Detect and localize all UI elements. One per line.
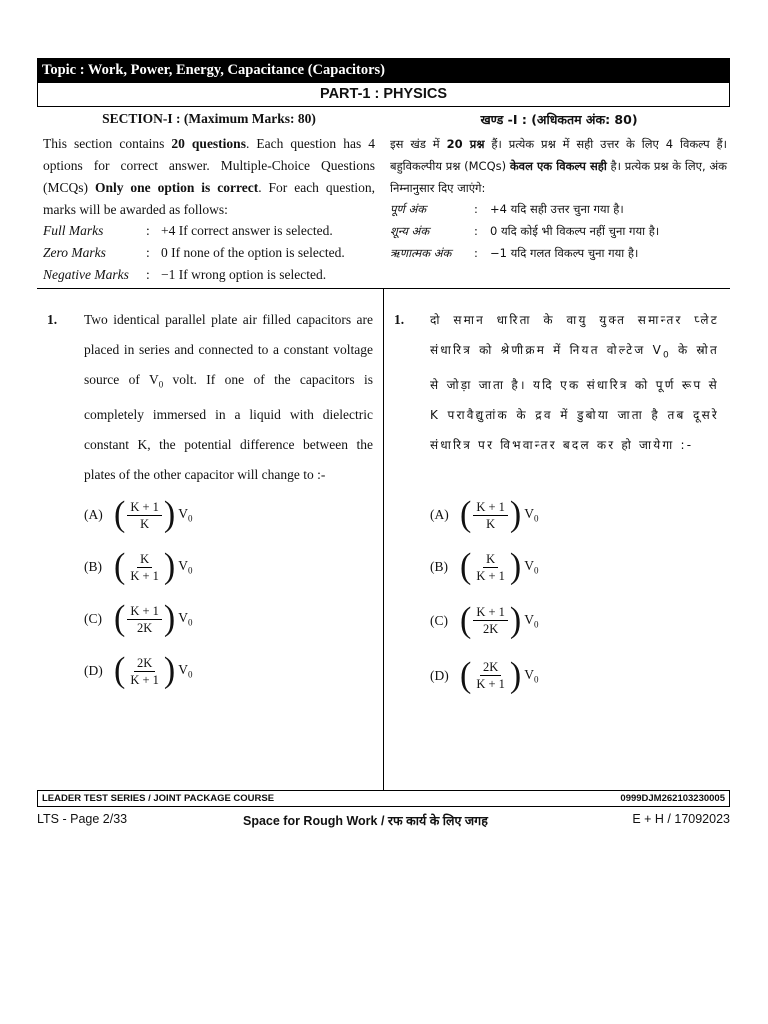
fraction [127, 551, 162, 584]
instructions-en-text: . Each question has 4 options for correct answer. Multiple-Choice Questions (MCQs) [43, 136, 375, 195]
language-date: E + H / 17092023 [632, 812, 730, 826]
instructions-hi [390, 133, 727, 199]
right-paren: ) [509, 600, 522, 640]
right-paren: ) [163, 651, 176, 690]
options-en [84, 489, 192, 697]
voltage-letter: V [524, 558, 534, 574]
fraction [127, 655, 162, 688]
voltage-letter: V [524, 666, 534, 682]
question-text-en [84, 305, 373, 490]
instructions-en [43, 133, 375, 221]
marks-label: ऋणात्मक अंक [390, 246, 452, 260]
instructions-en-bold: Only one option is correct [94, 180, 259, 195]
marks-list-en [43, 220, 378, 286]
voltage-sub: 0 [533, 619, 539, 630]
marks-sep: : [146, 245, 150, 260]
question-text-part: Two identical parallel plate air filled capacitors are placed in series and connected to a constant voltage source of V [84, 312, 373, 387]
voltage-sub: 0 [533, 674, 539, 685]
voltage-symbol [178, 610, 192, 628]
footer-bar [37, 790, 730, 807]
voltage-letter: V [178, 662, 188, 678]
denominator: 2K [482, 622, 499, 636]
section-heading-en: SECTION-I : (Maximum Marks: 80) [102, 111, 316, 126]
right-paren: ) [509, 495, 522, 534]
fraction [473, 659, 508, 692]
instructions-hi-bold: 20 प्रश्न [446, 137, 485, 151]
instructions-hi-text: है। प्रत्येक प्रश्न के लिए, अंक निम्नानुसार दिए जाएंगे: [390, 159, 727, 195]
instructions-en-text: This section contains [43, 136, 172, 151]
option-a-en[interactable] [84, 489, 192, 541]
option-label: (D) [430, 667, 449, 683]
question-text-sub: 0 [662, 350, 671, 361]
voltage-letter: V [524, 506, 534, 522]
marks-sep: : [146, 267, 150, 282]
denominator: K + 1 [476, 568, 505, 583]
right-paren: ) [163, 599, 176, 638]
voltage-sub: 0 [187, 669, 193, 680]
voltage-symbol [524, 558, 538, 576]
question-number-hi: 1. [394, 312, 405, 327]
marks-sep: : [146, 223, 150, 238]
left-paren: ( [460, 655, 472, 695]
question-text-part: volt. If one of the capacitors is completely immersed in a liquid with dielectric constant K, the potential difference between the plates of the other capacitor will change to :- [84, 372, 374, 482]
numerator: 2K [134, 655, 155, 672]
options-hi [430, 489, 538, 703]
marks-row [43, 242, 378, 264]
voltage-letter: V [178, 506, 188, 522]
voltage-sub: 0 [187, 617, 193, 628]
voltage-sub: 0 [533, 565, 539, 576]
instructions-en-text: . For each question, marks will be awarded as follows: [43, 180, 375, 217]
denominator: K + 1 [130, 672, 159, 687]
marks-row [390, 220, 728, 242]
marks-label: Negative Marks [43, 267, 129, 282]
numerator: K + 1 [127, 603, 162, 620]
option-label: (C) [430, 612, 448, 628]
voltage-symbol [524, 667, 538, 685]
marks-list-hi [390, 198, 728, 264]
option-c-hi[interactable] [430, 593, 538, 648]
topic-text: Topic : Work, Power, Energy, Capacitance (Capacitors) [42, 62, 386, 78]
option-b-hi[interactable] [430, 541, 538, 593]
marks-text: 0 यदि कोई भी विकल्प नहीं चुना गया है। [490, 224, 660, 238]
fraction [473, 499, 508, 532]
left-paren: ( [460, 600, 472, 640]
voltage-sub: 0 [187, 513, 193, 524]
voltage-symbol [178, 506, 192, 524]
option-label: (A) [430, 507, 449, 522]
voltage-symbol [178, 558, 192, 576]
left-paren: ( [114, 547, 126, 586]
option-label: (D) [84, 663, 103, 678]
option-label: (B) [430, 559, 448, 574]
denominator: K [486, 516, 496, 531]
left-paren: ( [114, 495, 126, 534]
voltage-letter: V [178, 610, 188, 626]
numerator: K + 1 [473, 604, 508, 621]
fraction [473, 551, 508, 584]
marks-label: पूर्ण अंक [390, 202, 427, 216]
right-paren: ) [509, 547, 522, 586]
voltage-letter: V [178, 558, 188, 574]
marks-row [390, 242, 728, 264]
marks-row [43, 220, 378, 242]
voltage-sub: 0 [187, 565, 193, 576]
section-heading-hi: खण्ड -I : (अधिकतम अंक: 80) [480, 112, 638, 127]
left-paren: ( [460, 495, 472, 534]
numerator: K [483, 551, 498, 568]
topic-bar [37, 58, 730, 82]
marks-row [43, 264, 378, 286]
option-b-en[interactable] [84, 541, 192, 593]
marks-text: −1 यदि गलत विकल्प चुना गया है। [490, 246, 639, 260]
option-label: (B) [84, 559, 102, 574]
part-title [37, 82, 730, 107]
numerator: 2K [480, 659, 501, 676]
marks-row [390, 198, 728, 220]
denominator: K [140, 516, 150, 531]
series-name: LEADER TEST SERIES / JOINT PACKAGE COURSE [42, 793, 275, 804]
instructions-hi-text: इस खंड में [390, 137, 447, 151]
question-text-sub: 0 [158, 379, 164, 390]
left-paren: ( [460, 547, 472, 586]
numerator: K + 1 [473, 499, 508, 516]
option-d-hi[interactable] [430, 648, 538, 703]
question-text-part: दो समान धारिता के वायु युक्त समान्तर प्लेट संधारित्र को श्रेणीक्रम में नियत वोल्टेज V [430, 313, 719, 357]
paper-code: 0999DJM262103230005 [620, 793, 725, 804]
page-number: LTS - Page 2/33 [37, 812, 128, 826]
right-paren: ) [509, 655, 522, 695]
question-number-en: 1. [47, 312, 58, 327]
voltage-sub: 0 [533, 513, 539, 524]
marks-text: +4 If correct answer is selected. [161, 223, 333, 238]
numerator: K [137, 551, 152, 568]
voltage-symbol [524, 506, 538, 524]
instructions-hi-bold: केवल एक विकल्प सही [509, 159, 607, 173]
left-paren: ( [114, 599, 126, 638]
marks-label: Full Marks [43, 223, 104, 238]
numerator: K + 1 [127, 499, 162, 516]
denominator: 2K [136, 620, 153, 635]
denominator: K + 1 [130, 568, 159, 583]
denominator: K + 1 [476, 677, 505, 691]
marks-text: 0 If none of the option is selected. [161, 245, 345, 260]
voltage-symbol [524, 612, 538, 630]
fraction [127, 603, 162, 636]
option-label: (C) [84, 611, 102, 626]
marks-label: शून्य अंक [390, 224, 430, 238]
right-paren: ) [163, 547, 176, 586]
marks-text: +4 यदि सही उत्तर चुना गया है। [490, 202, 624, 216]
marks-text: −1 If wrong option is selected. [161, 267, 327, 282]
question-text-hi [430, 305, 719, 460]
option-c-en[interactable] [84, 593, 192, 645]
voltage-symbol [178, 662, 192, 680]
marks-sep: : [474, 246, 478, 260]
voltage-letter: V [524, 611, 534, 627]
option-label: (A) [84, 507, 103, 522]
fraction [473, 604, 508, 637]
rough-work-label: Space for Rough Work / रफ कार्य के लिए जगह [243, 814, 488, 828]
part-title-text: PART-1 : PHYSICS [319, 86, 448, 102]
left-paren: ( [114, 651, 126, 690]
instructions-hi-text: हैं। प्रत्येक प्रश्न में सही उत्तर के लिए 4 विकल्प हैं। बहुविकल्पीय प्रश्न (MCQs) [390, 137, 728, 173]
option-a-hi[interactable] [430, 489, 538, 541]
option-d-en[interactable] [84, 645, 192, 697]
question-text-part: के स्रोत से जोड़ा जाता है। यदि एक संधारित्र को पूर्ण रूप से K परावैद्युतांक के द्रव में डुबोया जाता है तब दूसरे संधारित्र पर विभवान्तर बदल कर हो जायेगा :- [430, 343, 719, 453]
fraction [127, 499, 162, 532]
marks-label: Zero Marks [43, 245, 106, 260]
marks-sep: : [474, 202, 478, 216]
marks-sep: : [474, 224, 478, 238]
right-paren: ) [163, 495, 176, 534]
column-divider [383, 288, 384, 790]
instructions-en-bold: 20 questions [171, 136, 246, 151]
